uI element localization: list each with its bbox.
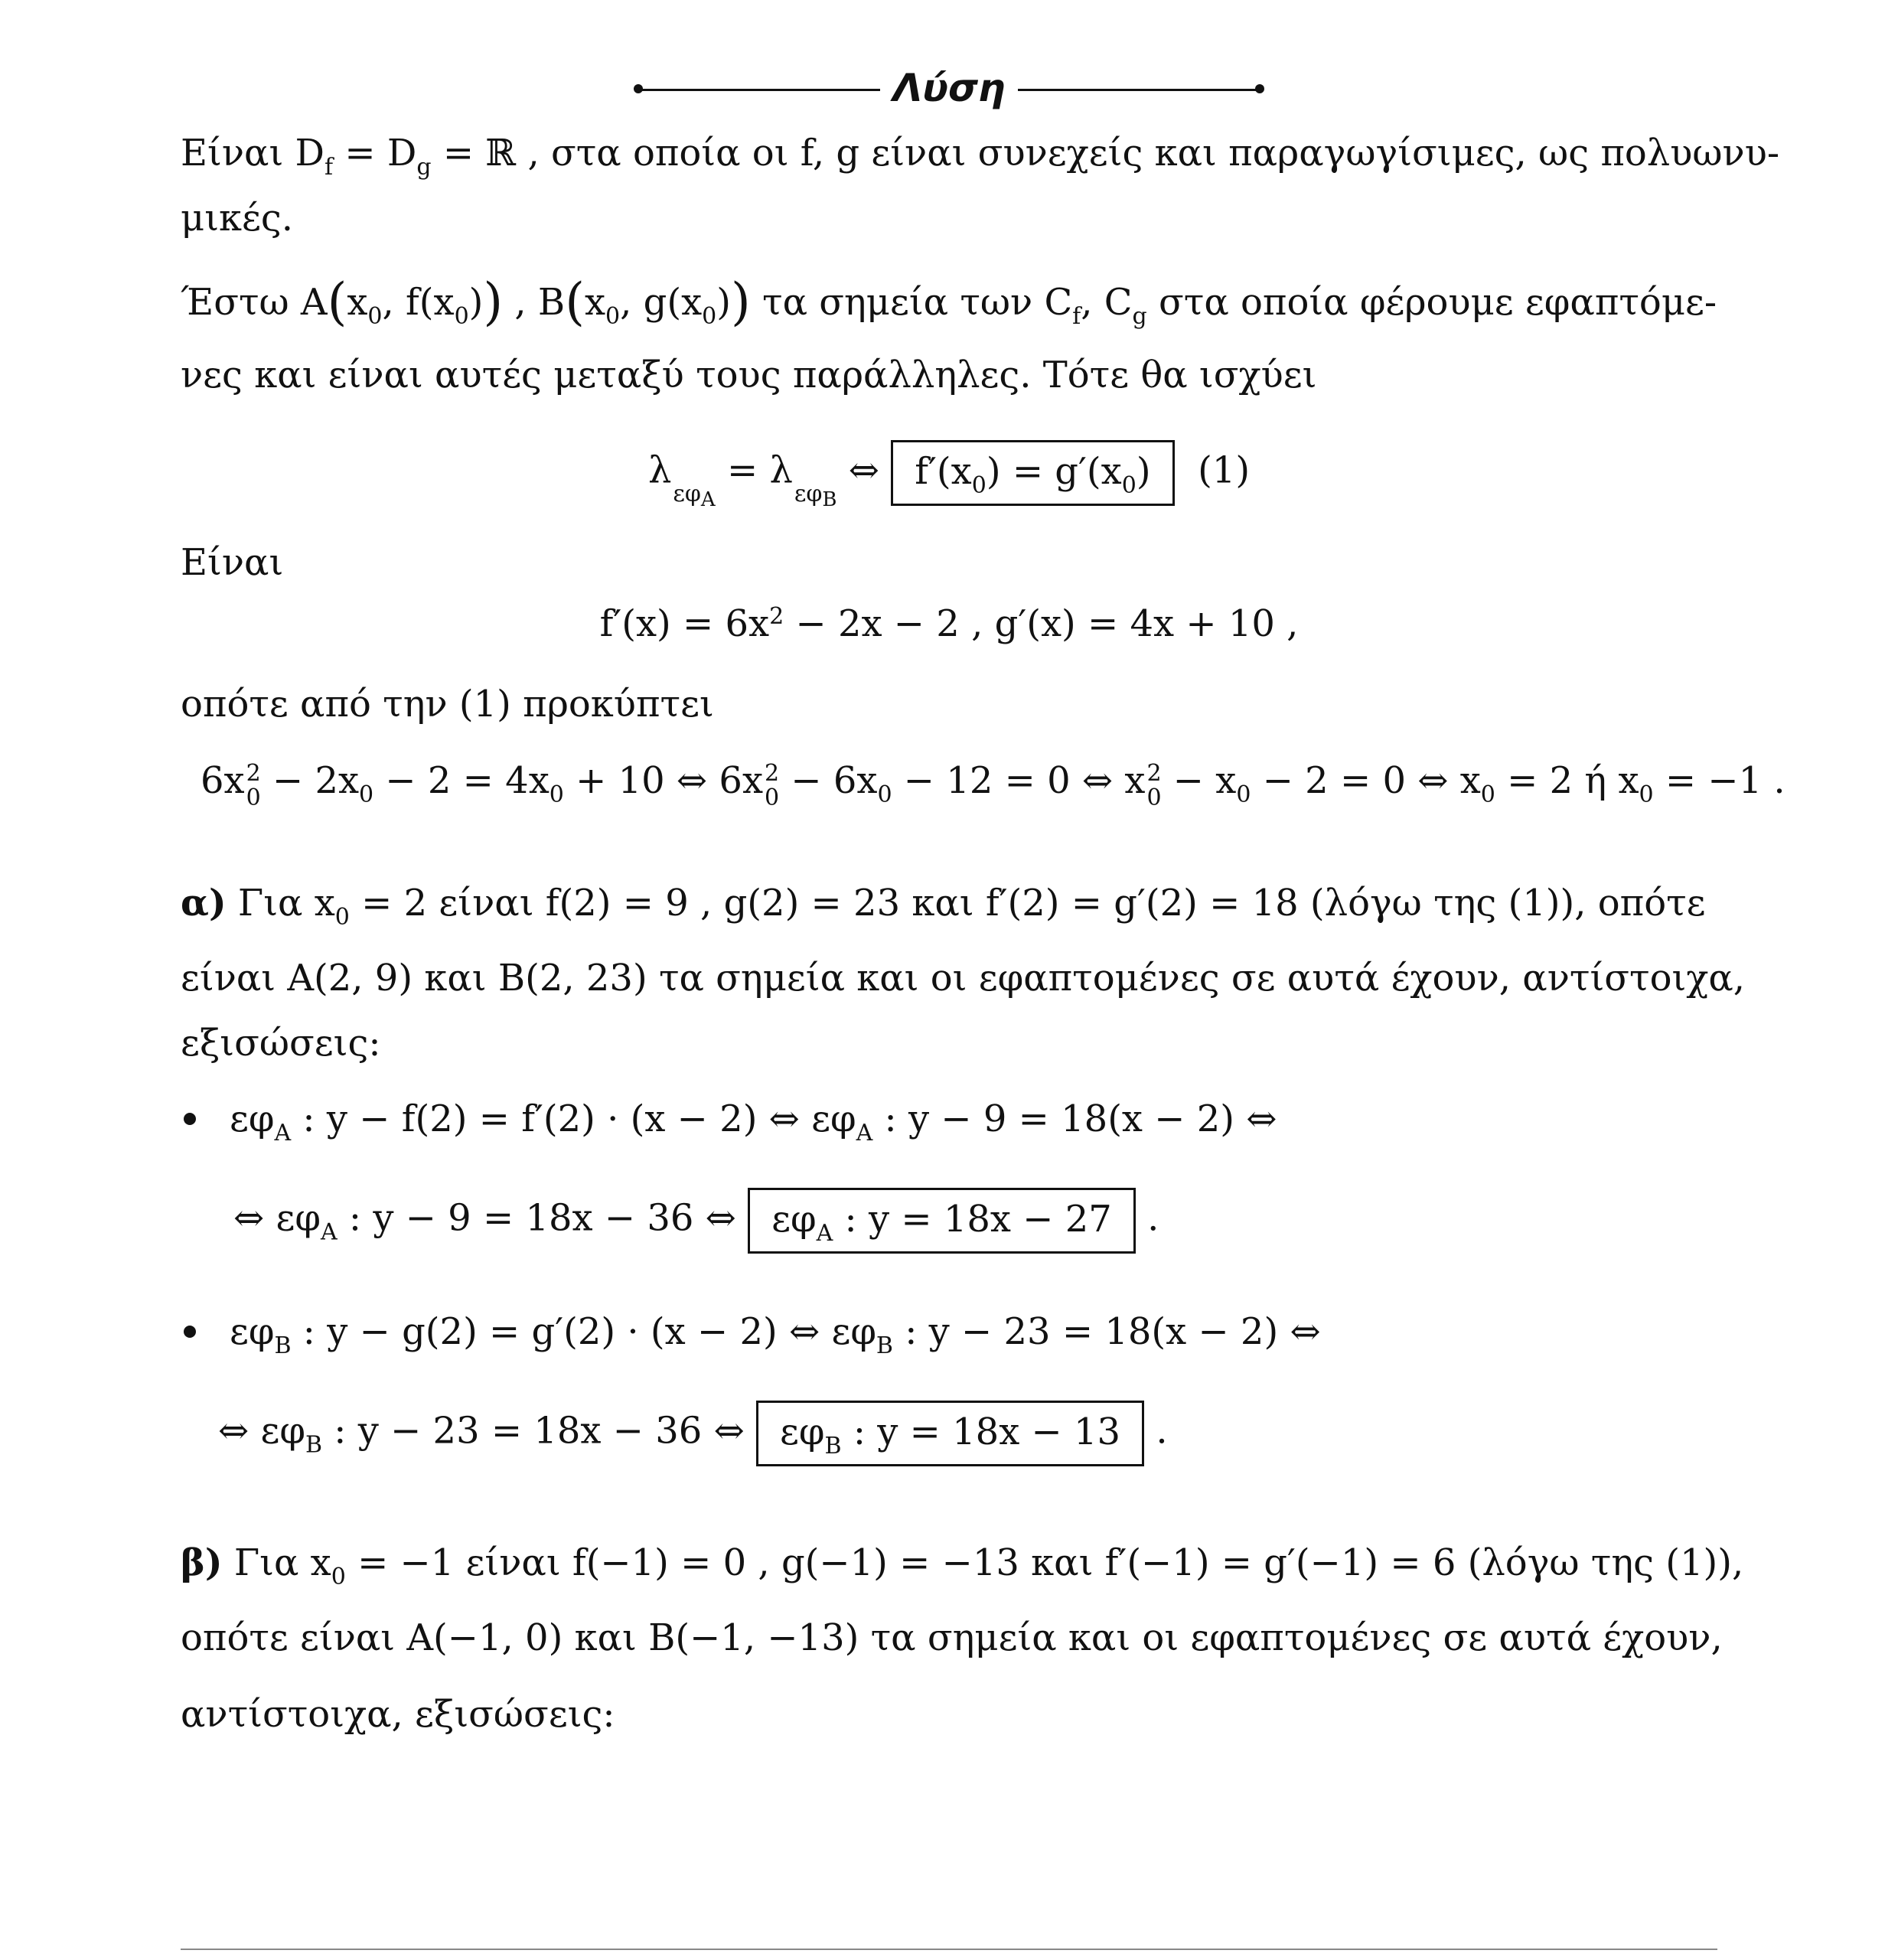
subscript: 0 (702, 303, 717, 330)
text: ) (716, 281, 731, 324)
sub-sup (1146, 762, 1161, 810)
subscript: g (416, 154, 432, 181)
text: Έστω A (181, 281, 328, 324)
derivatives-line (0, 601, 1898, 647)
text: − 6x (779, 759, 878, 802)
tangent-a-result (233, 1188, 1159, 1254)
part-b-label: β) (181, 1541, 223, 1584)
superscript: 2 (1146, 760, 1162, 787)
bullet-icon (184, 1113, 196, 1125)
text: . (1147, 1196, 1159, 1240)
text: − 2 = 0 ⇔ x (1251, 759, 1481, 802)
text: − 2x − 2 , g′(x) = 4x + 10 , (784, 602, 1299, 645)
text: ⇔ εφ (218, 1409, 305, 1453)
text: , f(x (382, 281, 455, 324)
boxed-tangent-a (748, 1188, 1136, 1254)
text: στα οποία φέρουμε εφαπτόμε- (1146, 281, 1717, 324)
text: = −1 . (1653, 759, 1785, 802)
footer-rule (181, 1949, 1717, 1950)
lambda: λ (647, 448, 672, 492)
text: f′(x (915, 450, 972, 493)
subscript: B (274, 1332, 292, 1359)
sub-sup (765, 762, 779, 810)
bullet-tangent-b (184, 1309, 1321, 1359)
subscript: A (320, 1218, 338, 1246)
text: = (715, 448, 770, 492)
text: = 2 ή x (1495, 759, 1639, 802)
paren: ) (731, 272, 751, 331)
subscript: 0 (454, 303, 469, 330)
text: + 10 ⇔ 6x (563, 759, 764, 802)
subscript: g (1132, 303, 1147, 330)
subscript: 0 (1236, 781, 1251, 808)
subscript: A (816, 1220, 833, 1247)
paren: ( (327, 272, 347, 331)
text: εφ (771, 1198, 817, 1241)
boxed-tangent-b (756, 1401, 1144, 1466)
sub-sup (246, 762, 261, 810)
paren: ) (483, 272, 504, 331)
text: ) (468, 281, 484, 324)
setup-line-1 (181, 272, 1717, 331)
text: : y = 18x − 27 (833, 1198, 1112, 1241)
part-a-line-3: εξισώσεις: (181, 1022, 381, 1065)
text: : y − 23 = 18(x − 2) ⇔ (892, 1310, 1321, 1353)
subscript: 0 (1480, 781, 1495, 808)
intro-line-2: μικές. (181, 197, 294, 240)
subscript: 0 (971, 472, 987, 499)
subscript: 0 (246, 784, 261, 811)
part-b-line-3: αντίστοιχα, εξισώσεις: (181, 1693, 615, 1736)
paren: ( (565, 272, 585, 331)
solve-line (201, 758, 1785, 810)
subscript: A (856, 1120, 873, 1146)
subscript: B (876, 1332, 893, 1359)
text: x (584, 281, 606, 324)
text: − x (1161, 759, 1237, 802)
text: εφ (780, 1410, 825, 1453)
text: , g(x (620, 281, 703, 324)
tangent-b-result (218, 1401, 1168, 1466)
text: , B (503, 281, 566, 324)
text: B (822, 488, 837, 511)
header-right-dot (1255, 84, 1264, 93)
page-title: Λύση (892, 66, 1006, 110)
text: = −1 είναι f(−1) = 0 , g(−1) = −13 και f′(−1) = g′(−1) = 6 (λόγω της (1)), (345, 1541, 1744, 1584)
text: : y = 18x − 13 (841, 1410, 1121, 1453)
superscript: 2 (765, 760, 780, 787)
line-einai: Είναι (181, 541, 284, 584)
boxed-equation-1 (891, 440, 1174, 506)
text: x (347, 281, 368, 324)
lambda-subscript-b (794, 480, 837, 511)
text: = D (333, 132, 417, 174)
subscript: 0 (605, 303, 621, 330)
subscript: 0 (334, 904, 350, 931)
subscript: B (824, 1433, 842, 1459)
text: Για x (222, 1541, 331, 1584)
subscript: B (305, 1431, 322, 1459)
text: : y − 9 = 18(x − 2) ⇔ (872, 1097, 1277, 1140)
text: : y − f(2) = f′(2) · (x − 2) ⇔ εφ (291, 1097, 856, 1140)
text: = 2 είναι f(2) = 9 , g(2) = 23 και f′(2) = g′(2) = 18 (λόγω της (1)), οπότε (349, 882, 1706, 925)
subscript: 0 (331, 1564, 346, 1590)
intro-line-1 (181, 130, 1780, 181)
text: − 12 = 0 ⇔ x (892, 759, 1146, 802)
line-opote: οπότε από την (1) προκύπτει (181, 683, 714, 726)
text: ⇔ (836, 448, 892, 492)
text: ) (1136, 450, 1151, 493)
subscript: 0 (1146, 784, 1162, 811)
text: : y − 23 = 18x − 36 ⇔ (322, 1409, 757, 1453)
part-b-line-1 (181, 1540, 1744, 1590)
text: . (1156, 1409, 1168, 1453)
superscript: 2 (769, 603, 784, 630)
text: τα σημεία των C (750, 281, 1073, 324)
text: ⇔ εφ (233, 1196, 321, 1240)
text: εφ (230, 1310, 275, 1353)
text: : y − g(2) = g′(2) · (x − 2) ⇔ εφ (291, 1310, 876, 1353)
text: Για x (226, 882, 335, 925)
subscript: 0 (549, 781, 564, 808)
text: A (700, 488, 716, 511)
text: 6x (201, 759, 245, 802)
text: εφ (673, 480, 701, 507)
lambda-subscript-a (673, 480, 716, 511)
equation-tag: (1) (1198, 448, 1251, 492)
header (0, 34, 1898, 110)
text: f′(x) = 6x (599, 602, 770, 645)
part-b-line-2: οπότε είναι A(−1, 0) και B(−1, −13) τα σημεία και οι εφαπτομένες σε αυτά έχουν, (181, 1616, 1723, 1659)
subscript: 0 (1639, 781, 1654, 808)
text: = ℝ , στα οποία οι f, g είναι συνεχείς και παραγωγίσιμες, ως πολυωνυ- (431, 132, 1780, 174)
subscript: 0 (877, 781, 892, 808)
subscript: 0 (367, 303, 383, 330)
superscript: 2 (246, 760, 261, 787)
text: , C (1081, 281, 1133, 324)
text: − 2x (260, 759, 360, 802)
text: Είναι D (181, 132, 325, 174)
text: − 2 = 4x (373, 759, 550, 802)
text: : y − 9 = 18x − 36 ⇔ (337, 1196, 748, 1240)
subscript: A (274, 1120, 292, 1146)
header-right-rule (1018, 89, 1260, 91)
equation-1 (0, 440, 1898, 510)
bullet-tangent-a (184, 1096, 1277, 1146)
subscript: 0 (765, 784, 780, 811)
text: ) = g′(x (986, 450, 1122, 493)
setup-line-2: νες και είναι αυτές μεταξύ τους παράλληλες. Τότε θα ισχύει (181, 354, 1317, 396)
text: εφ (230, 1097, 275, 1140)
part-a-line-2: είναι A(2, 9) και B(2, 23) τα σημεία και οι εφαπτομένες σε αυτά έχουν, αντίστοιχα, (181, 957, 1746, 1000)
subscript: 0 (1121, 472, 1137, 499)
lambda: λ (769, 448, 793, 492)
text: εφ (794, 480, 823, 507)
bullet-icon (184, 1326, 196, 1338)
part-a-label: α) (181, 882, 227, 925)
subscript: 0 (359, 781, 374, 808)
subscript: f (1072, 303, 1081, 330)
subscript: f (324, 154, 334, 181)
part-a-line-1 (181, 880, 1706, 931)
header-left-rule (638, 89, 880, 91)
